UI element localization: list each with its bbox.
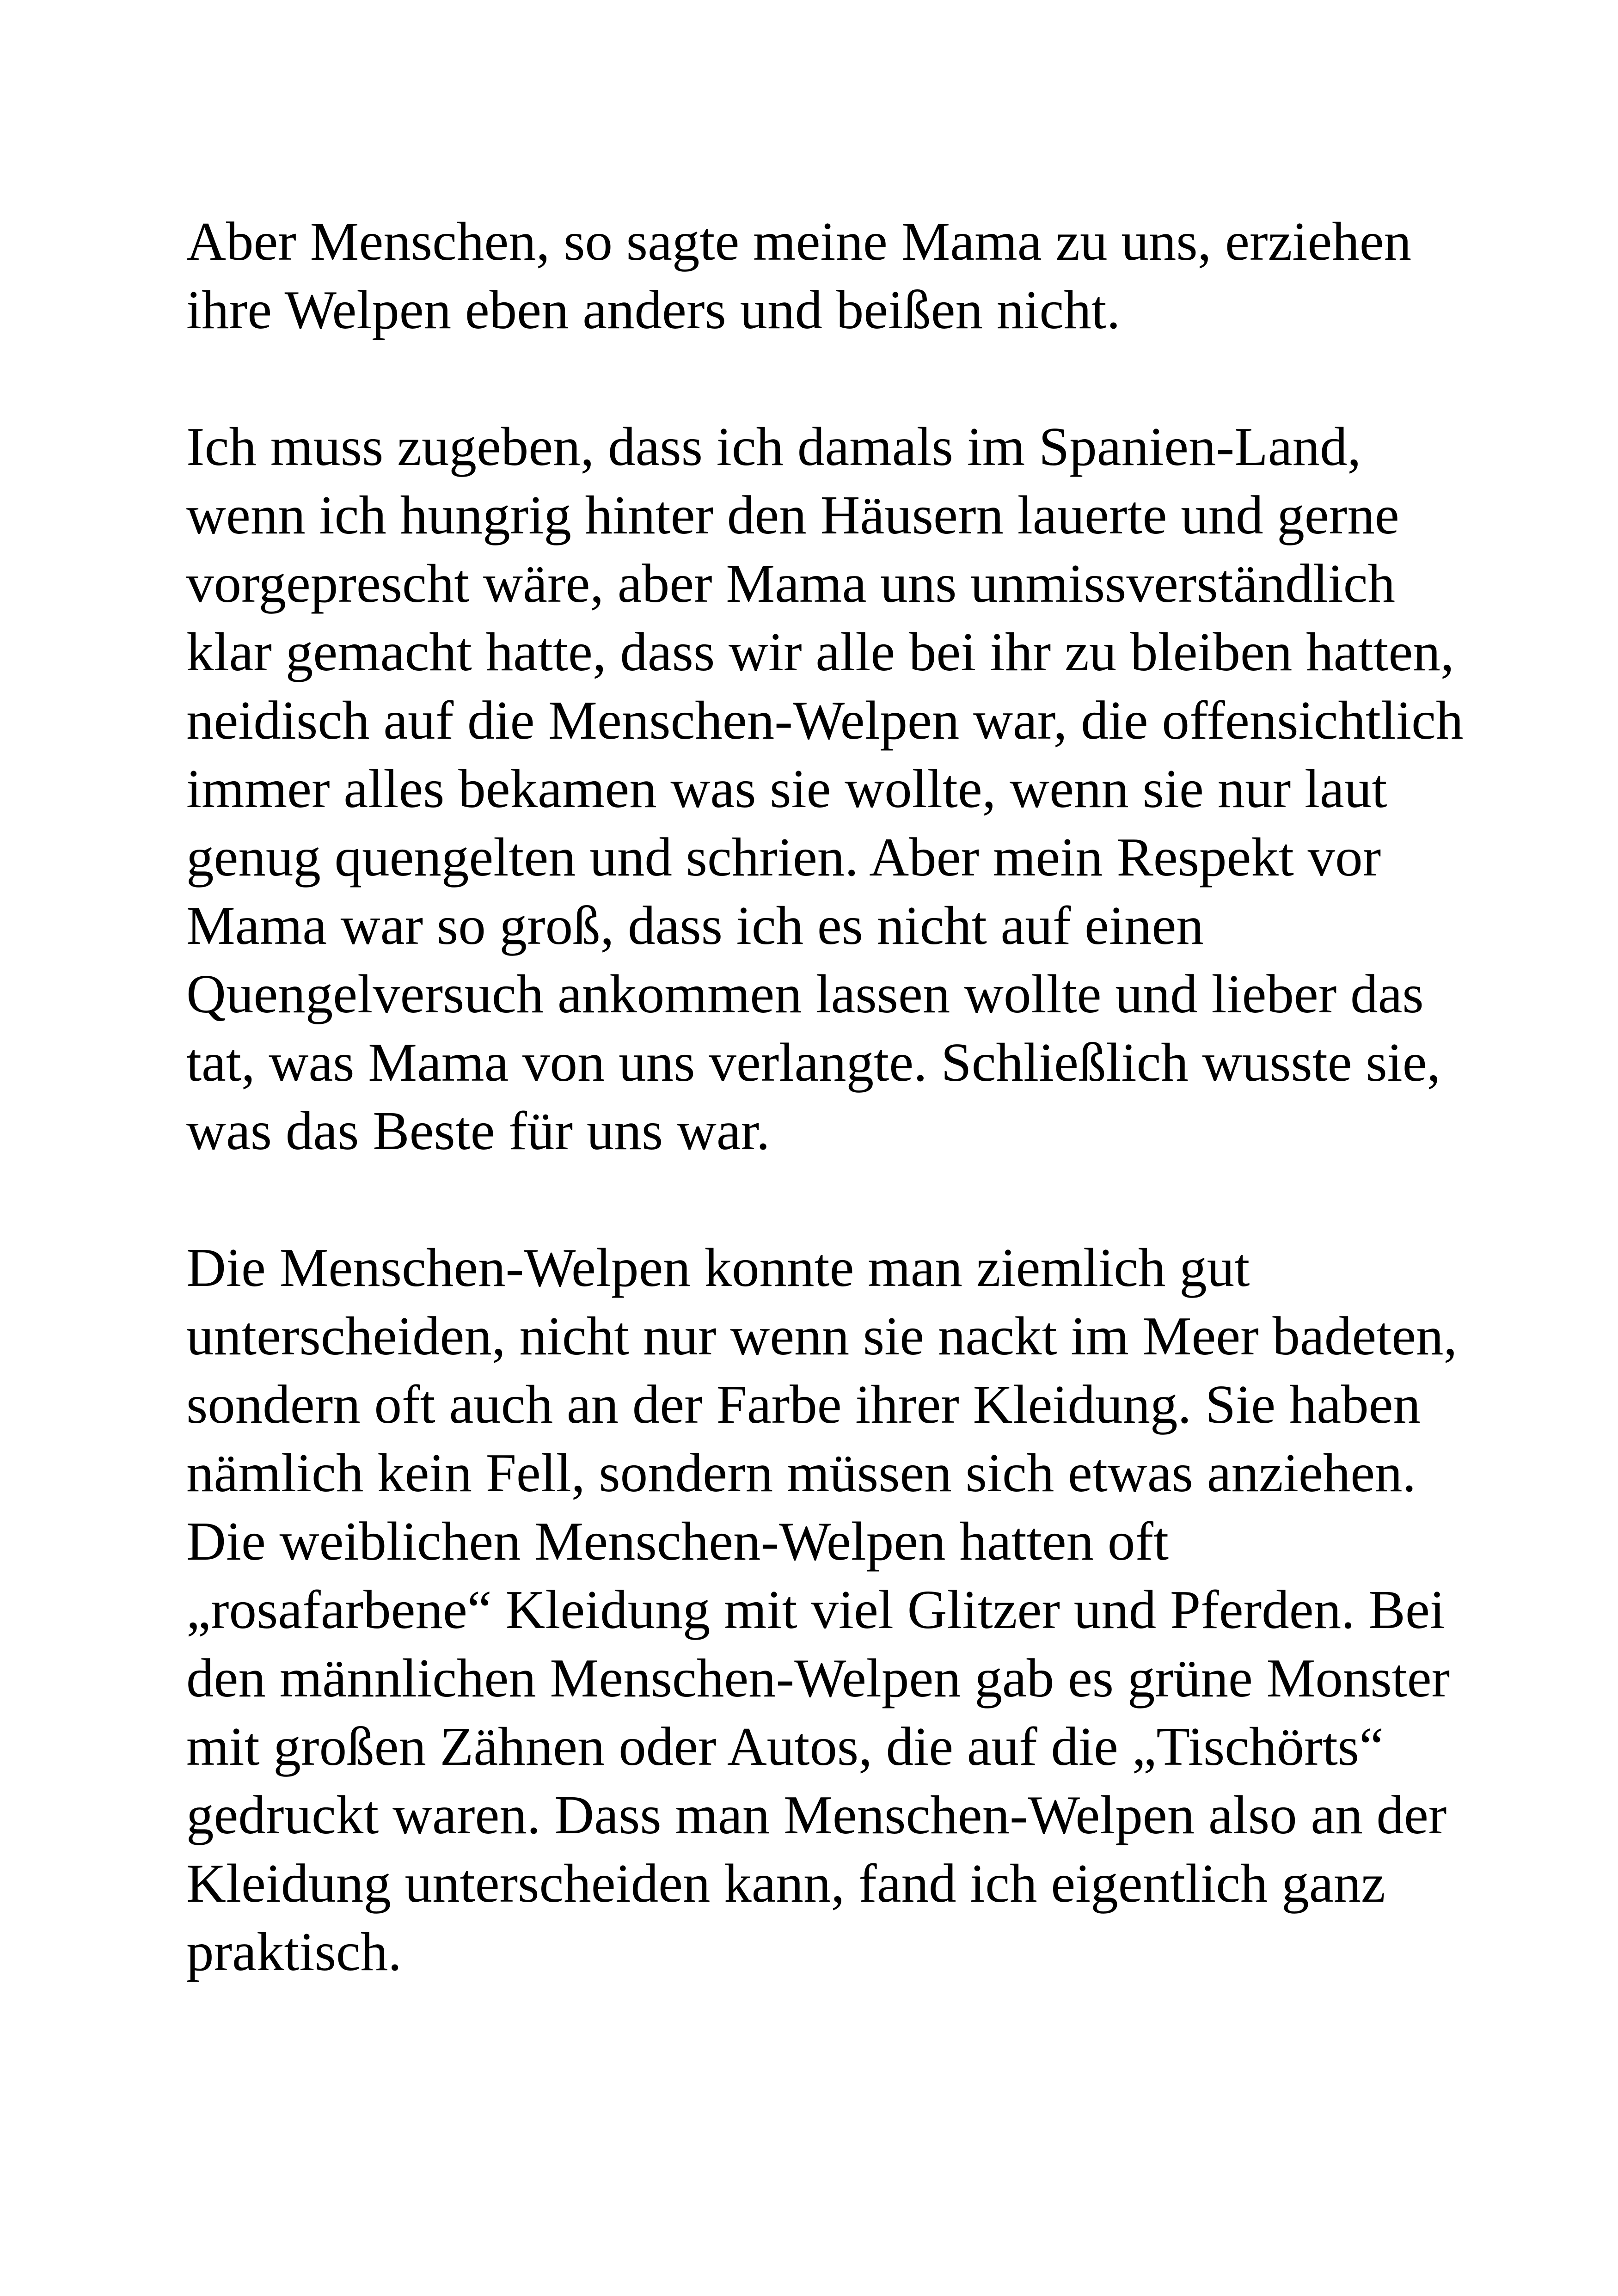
text-line: genug quengelten und schrien. Aber mein Respekt vor — [186, 827, 1381, 888]
text-line: Aber Menschen, so sagte meine Mama zu uns, erziehen — [186, 211, 1412, 272]
text-line: was das Beste für uns war. — [186, 1100, 770, 1161]
text-line: „rosafarbene“ Kleidung mit viel Glitzer und Pferden. Bei — [186, 1579, 1445, 1640]
text-line: den männlichen Menschen-Welpen gab es grüne Monster — [186, 1647, 1450, 1708]
paragraph-3 — [186, 1233, 1573, 1986]
text-line: klar gemacht hatte, dass wir alle bei ihr zu bleiben hatten, — [186, 621, 1454, 682]
text-line: praktisch. — [186, 1921, 402, 1982]
text-line: wenn ich hungrig hinter den Häusern lauerte und gerne — [186, 484, 1399, 545]
text-line: Quengelversuch ankommen lassen wollte und lieber das — [186, 963, 1424, 1024]
text-line: vorgeprescht wäre, aber Mama uns unmissverständlich — [186, 553, 1396, 614]
text-line: sondern oft auch an der Farbe ihrer Kleidung. Sie haben — [186, 1374, 1421, 1435]
text-line: Mama war so groß, dass ich es nicht auf einen — [186, 895, 1204, 956]
text-line: Kleidung unterscheiden kann, fand ich eigentlich ganz — [186, 1853, 1385, 1914]
document-body — [186, 207, 1573, 1986]
text-line: Die weiblichen Menschen-Welpen hatten oft — [186, 1511, 1169, 1572]
text-line: mit großen Zähnen oder Autos, die auf die „Tischörts“ — [186, 1716, 1384, 1777]
text-line: neidisch auf die Menschen-Welpen war, die offensichtlich — [186, 690, 1464, 751]
text-line: unterscheiden, nicht nur wenn sie nackt im Meer badeten, — [186, 1305, 1458, 1366]
text-line: gedruckt waren. Dass man Menschen-Welpen also an der — [186, 1784, 1447, 1845]
paragraph-2 — [186, 412, 1573, 1165]
text-line: Ich muss zugeben, dass ich damals im Spanien-Land, — [186, 416, 1361, 477]
text-line: ihre Welpen eben anders und beißen nicht. — [186, 279, 1121, 340]
text-line: nämlich kein Fell, sondern müssen sich etwas anziehen. — [186, 1442, 1416, 1503]
paragraph-spacer — [186, 344, 1573, 412]
text-line: immer alles bekamen was sie wollte, wenn sie nur laut — [186, 758, 1387, 819]
paragraph-spacer — [186, 1165, 1573, 1233]
text-line: tat, was Mama von uns verlangte. Schließlich wusste sie, — [186, 1032, 1441, 1093]
paragraph-1 — [186, 207, 1573, 344]
text-line: Die Menschen-Welpen konnte man ziemlich gut — [186, 1237, 1250, 1298]
